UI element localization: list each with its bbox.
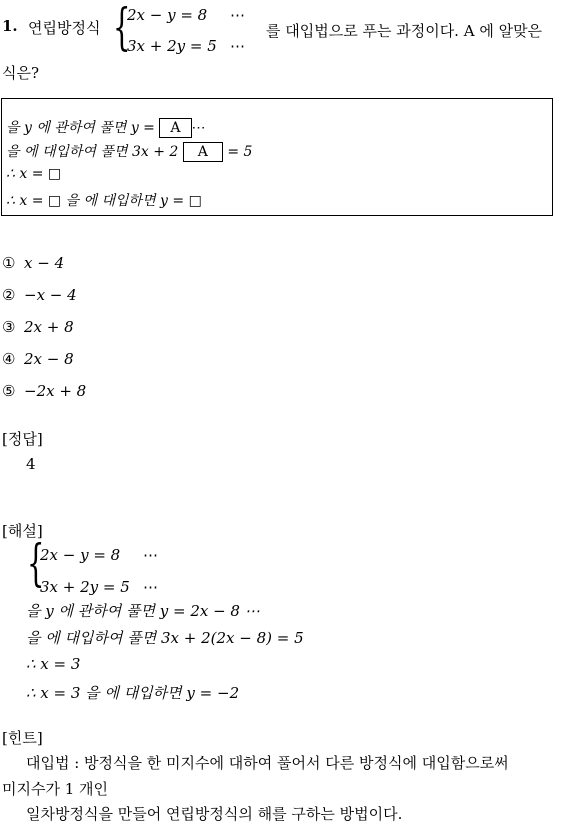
process-line-2-post: = 5 (227, 144, 253, 160)
hint-line-3: 일차방정식을 만들어 연립방정식의 해를 구하는 방법이다. (26, 805, 403, 823)
explanation-label: [해설] (2, 522, 43, 540)
system-brace: { (113, 0, 131, 56)
option-4-text: 2x − 8 (24, 350, 74, 368)
option-5-mark: ⑤ (2, 382, 16, 400)
option-3-text: 2x + 8 (24, 318, 74, 336)
explanation-eq1: 2x − y = 8 (40, 546, 121, 564)
hint-line-1: 대입법 : 방정식을 한 미지수에 대하여 풀어서 다른 방정식에 대입함으로써 (26, 754, 509, 772)
option-5-text: −2x + 8 (24, 382, 87, 400)
process-line-1 (6, 117, 206, 138)
question-number: 1. (2, 17, 18, 35)
option-5[interactable] (2, 382, 86, 400)
question-suffix: 를 대입법으로 푸는 과정이다. A 에 알맞은 (266, 22, 543, 40)
explanation-line-4: ∴ x = 3 을 에 대입하면 y = −2 (26, 684, 240, 702)
question-eq1: 2x − y = 8 (127, 6, 208, 24)
explanation-line-1: 을 y 에 관하여 풀면 y = 2x − 8 ⋯ (26, 602, 260, 620)
question-suffix-line2: 식은? (2, 64, 40, 82)
option-3[interactable] (2, 318, 74, 336)
explanation-line-3: ∴ x = 3 (26, 655, 81, 673)
option-2[interactable] (2, 286, 77, 304)
explanation-eq2-dots: ⋯ (143, 578, 158, 596)
process-line-1-pre: 을 y 에 관하여 풀면 y = (6, 120, 155, 136)
process-line-2 (6, 141, 252, 162)
option-1-text: x − 4 (24, 254, 65, 272)
question-eq2: 3x + 2y = 5 (127, 37, 217, 55)
option-4[interactable] (2, 350, 74, 368)
option-2-text: −x − 4 (24, 286, 77, 304)
explanation-line-2: 을 에 대입하여 풀면 3x + 2(2x − 8) = 5 (26, 629, 304, 647)
question-prefix: 연립방정식 (28, 19, 101, 37)
hint-label: [힌트] (2, 729, 43, 747)
answer-value: 4 (26, 455, 36, 473)
process-line-1-post: ⋯ (191, 120, 206, 136)
process-line-2-pre: 을 에 대입하여 풀면 3x + 2 (6, 144, 179, 160)
explanation-eq1-dots: ⋯ (143, 546, 158, 564)
answer-label: [정답] (2, 430, 43, 448)
blank-a-box-1: A (159, 118, 191, 138)
process-line-4: ∴ x = □ 을 에 대입하면 y = □ (6, 193, 202, 209)
option-1[interactable] (2, 254, 64, 272)
process-line-3: ∴ x = □ (6, 166, 62, 182)
option-1-mark: ① (2, 254, 16, 272)
question-eq2-dots: ⋯ (230, 37, 245, 55)
explanation-eq2: 3x + 2y = 5 (40, 578, 130, 596)
blank-a-box-2: A (183, 142, 223, 162)
option-2-mark: ② (2, 286, 16, 304)
option-3-mark: ③ (2, 318, 16, 336)
question-eq1-dots: ⋯ (230, 6, 245, 24)
explanation-brace: { (27, 534, 45, 592)
option-4-mark: ④ (2, 350, 16, 368)
hint-line-2: 미지수가 1 개인 (2, 780, 109, 798)
